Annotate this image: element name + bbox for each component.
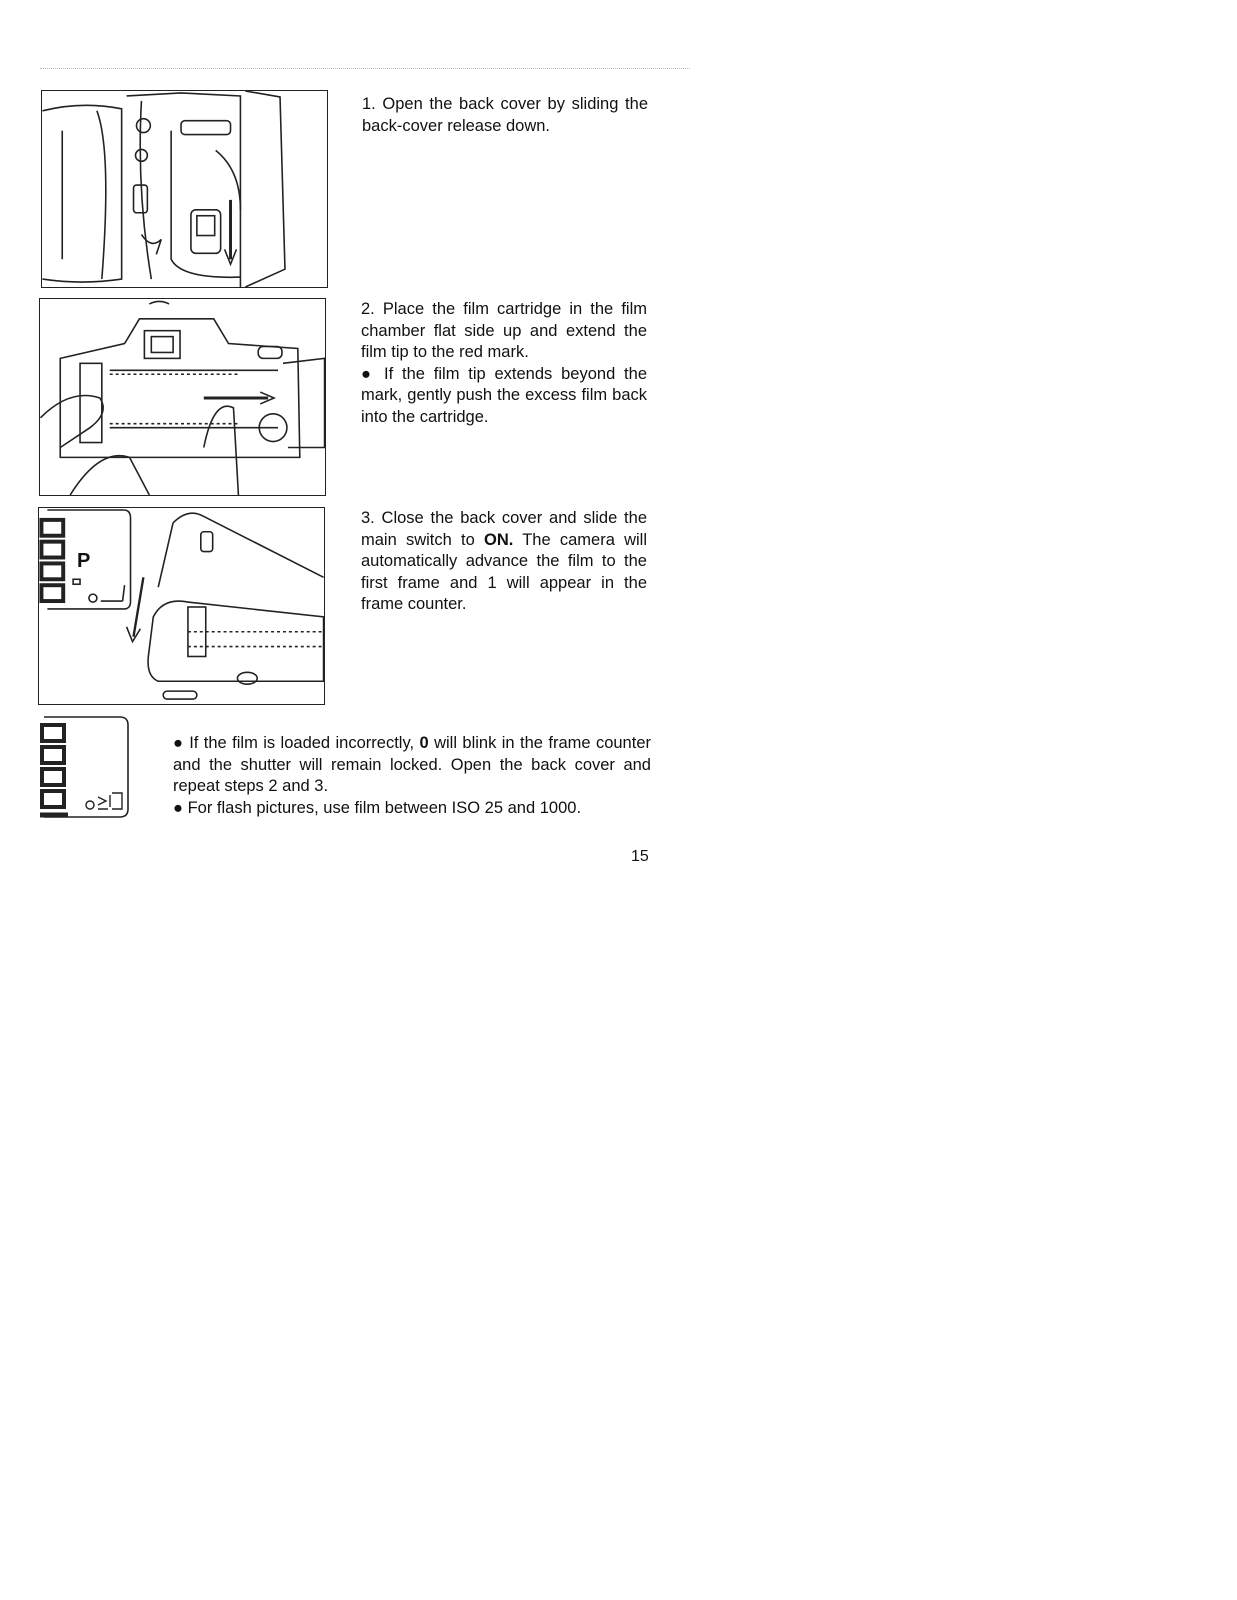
step-2-bullet-text: If the film tip extends beyond the mark, gently push the excess film back into the cartridge. bbox=[361, 364, 647, 426]
note-1-bold: 0 bbox=[419, 734, 429, 752]
lcd-frame-counter-panel bbox=[38, 715, 133, 819]
figure-back-cover-release bbox=[41, 90, 328, 288]
step-3-text-bold: ON. bbox=[483, 530, 514, 549]
film-cartridge-illustration bbox=[40, 299, 325, 495]
note-incorrect-loading bbox=[173, 733, 651, 798]
loading-notes bbox=[173, 733, 651, 819]
step-2-text bbox=[361, 299, 647, 429]
note-1-after: will blink in the frame counter and the shutter will remain locked. Open the back cover and repeat steps 2 and 3. bbox=[173, 734, 651, 796]
note-1-before: If the film is loaded incorrectly, bbox=[189, 734, 420, 752]
step-3-text-before: 3. Close the back cover and slide the main switch to bbox=[361, 509, 647, 549]
step-3-paragraph bbox=[361, 508, 647, 616]
step-2-bullet bbox=[361, 364, 647, 429]
lcd-mode-label: P bbox=[77, 550, 91, 572]
camera-back-illustration bbox=[42, 91, 327, 287]
figure-close-back-cover bbox=[38, 507, 325, 705]
step-2-paragraph: 2. Place the film cartridge in the film chamber flat side up and extend the film tip to the red mark. bbox=[361, 300, 647, 362]
close-cover-illustration bbox=[39, 508, 324, 704]
bullet-glyph: ● bbox=[173, 798, 183, 817]
step-1-text bbox=[362, 94, 648, 137]
scan-edge-line bbox=[40, 68, 690, 69]
note-2-text: For flash pictures, use film between ISO 25 and 1000. bbox=[187, 798, 582, 817]
lcd-display-icon bbox=[38, 715, 133, 819]
note-flash-film bbox=[173, 798, 651, 820]
step-3-text bbox=[361, 508, 647, 616]
step-3-text-after: The camera will automatically advance the film to the first frame and 1 will appear in the frame counter. bbox=[361, 530, 647, 614]
figure-film-loading bbox=[39, 298, 326, 496]
bullet-glyph: ● bbox=[361, 364, 376, 383]
bullet-glyph: ● bbox=[173, 734, 184, 752]
page-number: 15 bbox=[631, 848, 649, 865]
step-1-paragraph: 1. Open the back cover by sliding the back-cover release down. bbox=[362, 95, 648, 135]
